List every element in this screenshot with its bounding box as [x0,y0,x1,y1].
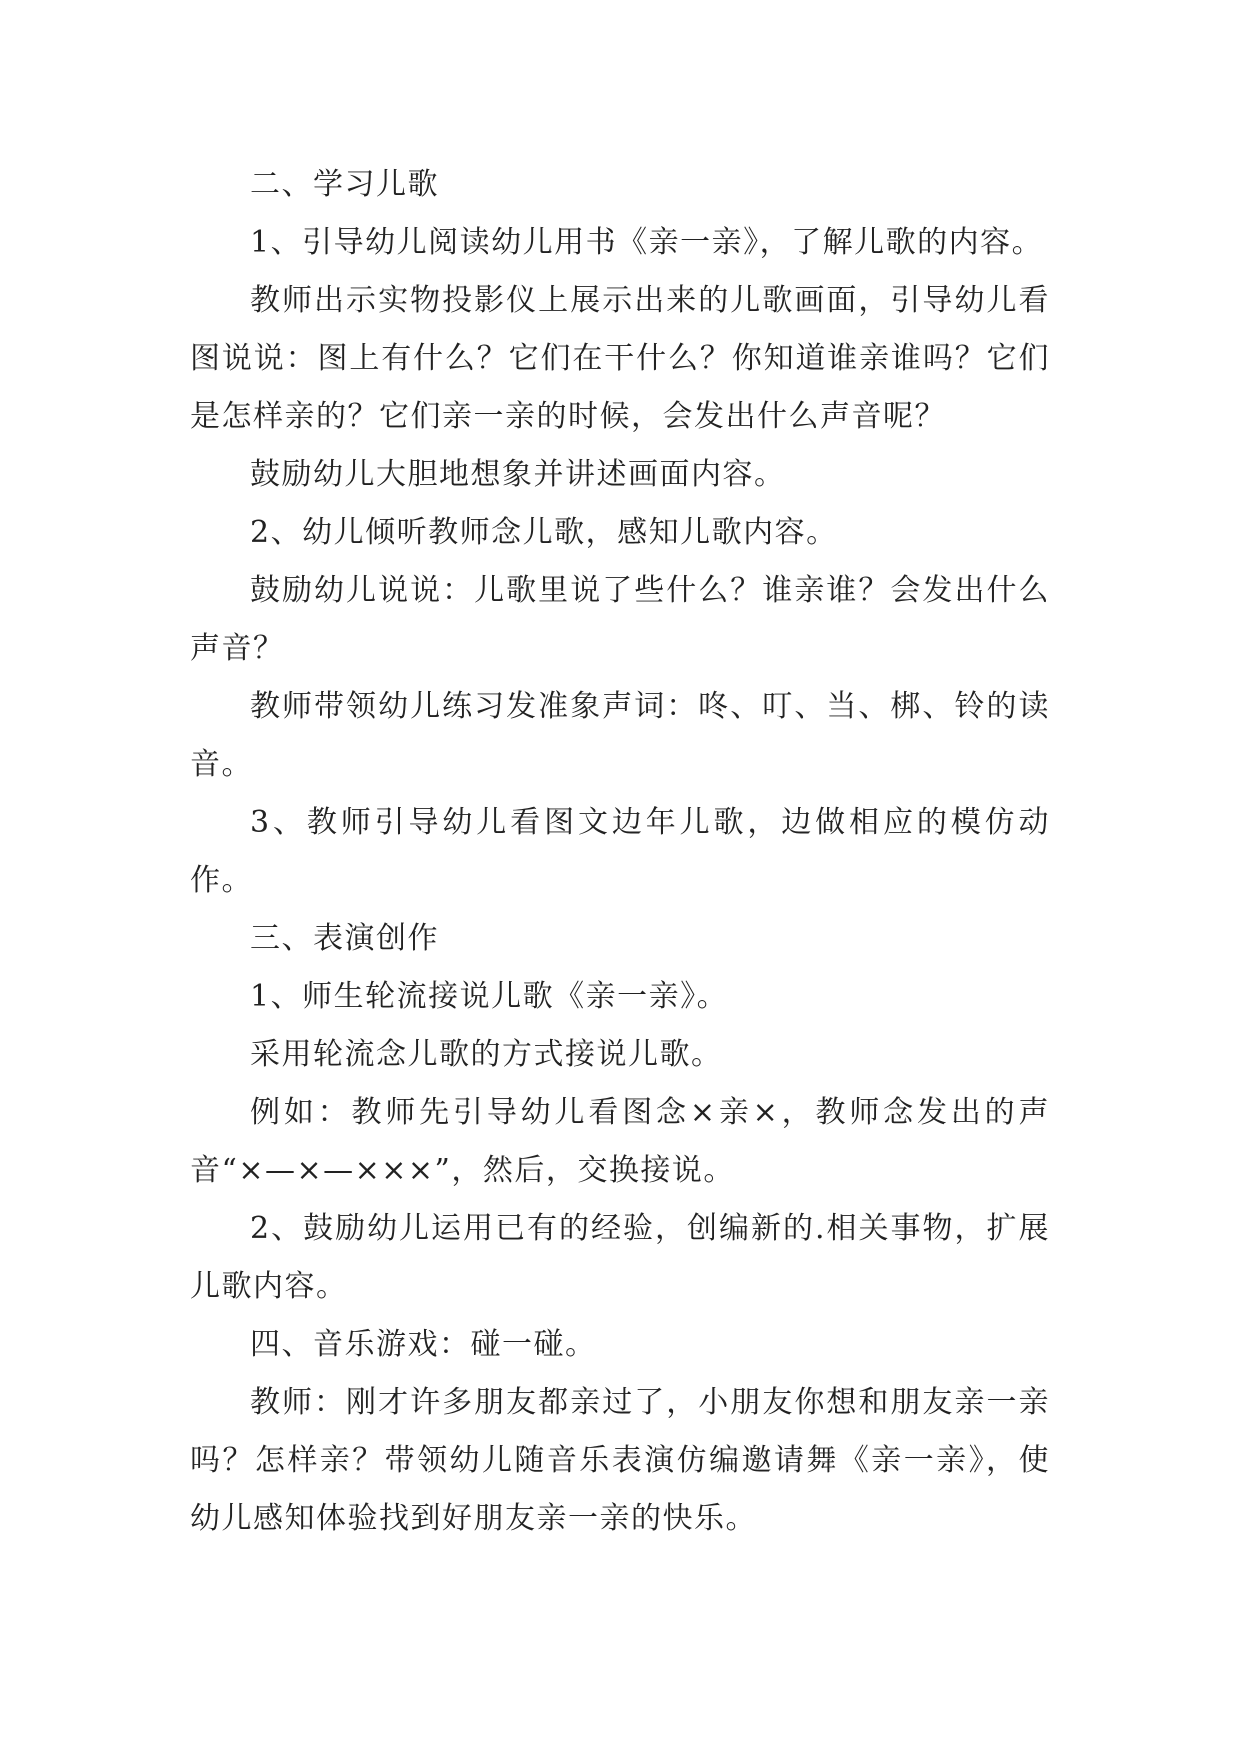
paragraph-teacher-shows-picture: 教师出示实物投影仪上展示出来的儿歌画面，引导幼儿看图说说：图上有什么？它们在干什么？你知道谁亲谁吗？它们是怎样亲的？它们亲一亲的时候，会发出什么声音呢？ [190,283,1050,434]
paragraph-take-turns: 采用轮流念儿歌的方式接说儿歌。 [250,1037,723,1072]
paragraph-practice-onomatopoeia: 教师带领幼儿练习发准象声词：咚、叮、当、梆、铃的读音。 [190,689,1050,782]
section-heading-learn-song: 二、学习儿歌 [250,167,439,202]
paragraph-example: 例如：教师先引导幼儿看图念×亲×，教师念发出的声音“×—×—×××”，然后，交换接说。 [190,1095,1050,1188]
paragraph-performance-step-1: 1、师生轮流接说儿歌《亲一亲》。 [250,979,729,1014]
paragraph-encourage-discussion: 鼓励幼儿说说：儿歌里说了些什么？谁亲谁？会发出什么声音？ [190,573,1050,666]
paragraph-step-3: 3、教师引导幼儿看图文边年儿歌，边做相应的模仿动作。 [190,805,1050,898]
paragraph-step-1: 1、引导幼儿阅读幼儿用书《亲一亲》，了解儿歌的内容。 [250,225,1044,260]
paragraph-encourage-imagination: 鼓励幼儿大胆地想象并讲述画面内容。 [250,457,786,492]
section-heading-performance: 三、表演创作 [250,921,439,956]
paragraph-teacher-dance: 教师：刚才许多朋友都亲过了，小朋友你想和朋友亲一亲吗？怎样亲？带领幼儿随音乐表演仿编邀请舞《亲一亲》，使幼儿感知体验找到好朋友亲一亲的快乐。 [190,1385,1050,1536]
document-page [190,156,1050,1548]
section-heading-music-game: 四、音乐游戏：碰一碰。 [250,1327,597,1362]
paragraph-step-2: 2、幼儿倾听教师念儿歌，感知儿歌内容。 [250,515,838,550]
paragraph-performance-step-2: 2、鼓励幼儿运用已有的经验，创编新的.相关事物，扩展儿歌内容。 [190,1211,1050,1304]
